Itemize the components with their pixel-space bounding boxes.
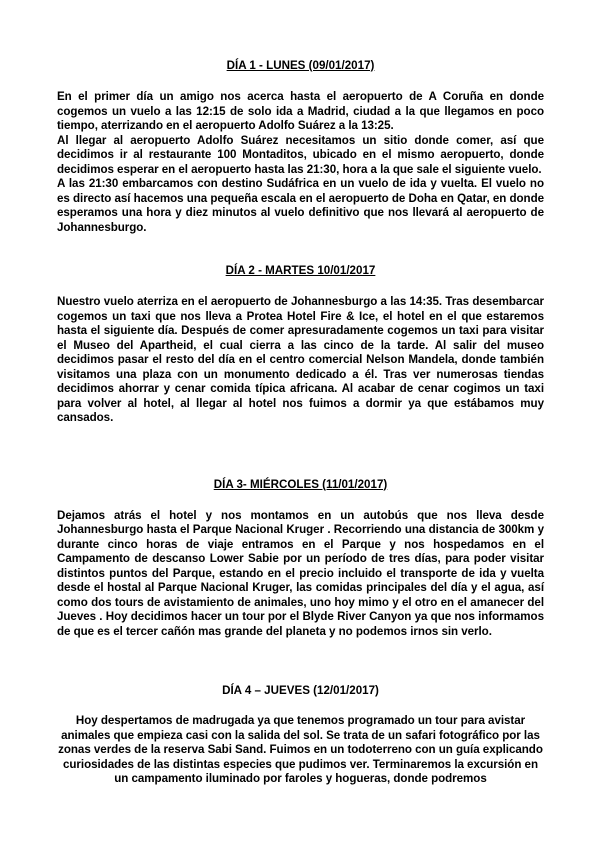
day-1-title: DÍA 1 - LUNES (09/01/2017)	[226, 59, 375, 72]
day-4-paragraph-1: Hoy despertamos de madrugada ya que tenemos programado un tour para avistar animales que empieza casi con la salida del sol. Se trata de un safari fotográfico por las zonas verdes de la reserva Sabi Sand. Fuimos en un todoterreno con un guía explicando curiosidades de las distintas especies que pudimos ver. Terminaremos la excursión en un campamento iluminado por faroles y hogueras, donde podremos	[58, 714, 543, 785]
day-2-paragraph-1: Nuestro vuelo aterriza en el aeropuerto de Johannesburgo a las 14:35. Tras desembarcar cogemos un taxi que nos lleva a Protea Hotel Fire & Ice, el hotel en el que estaremos hasta el siguiente día. Después de comer apresuradamente cogemos un taxi para visitar el Museo del Apartheid, el cual cierra a las cinco de la tarde. Al salir del museo decidimos pasar el resto del día en el centro comercial Nelson Mandela, donde también visitamos una plaza con un monumento dedicado a él. Tras ver numerosas tiendas decidimos ahorrar y cenar comida típica africana. Al acabar de cenar cogimos un taxi para volver al hotel, al llegar al hotel nos fuimos a dormir ya que estábamos muy cansados.	[57, 295, 544, 424]
day-4-title: DÍA 4 – JUEVES (12/01/2017)	[222, 684, 379, 697]
day-3-title: DÍA 3- MIÉRCOLES (11/01/2017)	[213, 477, 388, 491]
day-3-paragraph-1: Dejamos atrás el hotel y nos montamos en un autobús que nos lleva desde Johannesburgo hasta el Parque Nacional Kruger . Recorriendo una distancia de 300km y durante cinco horas de viaje entramos en el Parque y nos hospedamos en el Campamento de descanso Lower Sabie por un período de tres días, para poder visitar distintos puntos del Parque, estando en el precio incluido el transporte de ida y vuelta desde el hostal al Parque Nacional Kruger, las comidas principales del día y el agua, así como dos tours de avistamiento de animales, uno hoy mimo y el otro en el amanecer del Jueves . Hoy decidimos hacer un tour por el Blyde River Canyon ya que nos informamos de que es el tercer cañón mas grande del planeta y no podemos irnos sin verlo.	[57, 508, 544, 638]
day-2-title: DÍA 2 - MARTES 10/01/2017	[225, 264, 376, 277]
day-1-section	[57, 59, 544, 235]
day-4-section	[57, 684, 544, 787]
day-1-paragraph-1: En el primer día un amigo nos acerca hasta el aeropuerto de A Coruña en donde cogemos un vuelo a las 12:15 de solo ida a Madrid, ciudad a la que llegamos en poco tiempo, aterrizando en el aeropuerto Adolfo Suárez a la 13:25.	[57, 90, 544, 132]
day-1-paragraph-3: A las 21:30 embarcamos con destino Sudáfrica en un vuelo de ida y vuelta. El vuelo no es directo así hacemos una pequeña escala en el aeropuerto de Doha en Qatar, en donde esperamos una hora y diez minutos al vuelo definitivo que nos llevará al aeropuerto de Johannesburgo.	[57, 177, 544, 234]
day-3-section	[57, 478, 544, 640]
day-2-section	[57, 264, 544, 426]
day-1-paragraph-2: Al llegar al aeropuerto Adolfo Suárez necesitamos un sitio donde comer, así que decidimos ir al restaurante 100 Montaditos, ubicado en el mismo aeropuerto, donde decidimos esperar en el aeropuerto hasta las 21:30, hora a la que sale el siguiente vuelo.	[57, 133, 544, 176]
